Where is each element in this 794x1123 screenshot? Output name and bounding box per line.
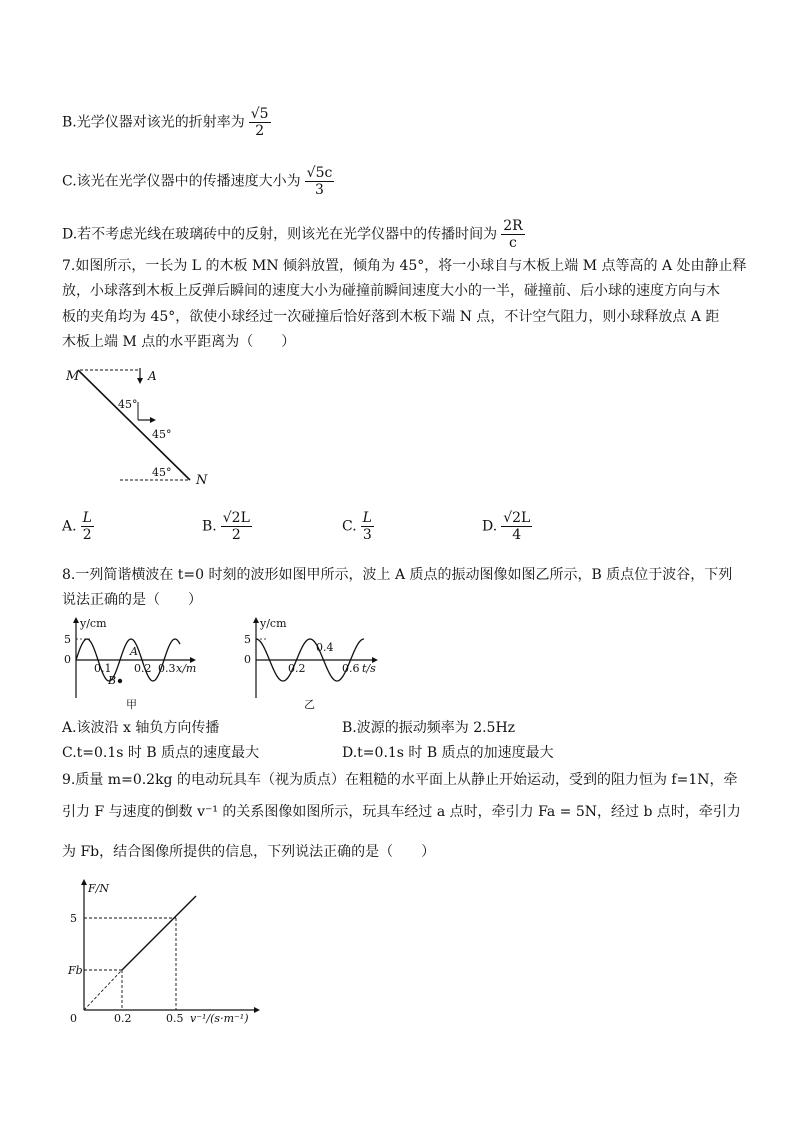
q7-d-numerator: √2L <box>503 510 531 526</box>
q7-arrow-head-down <box>137 378 143 384</box>
q9-line-1: 9.质量 m=0.2kg 的电动玩具车（视为质点）在粗糙的水平面上从静止开始运动，受到的阻力恒为 f=1N，牵 <box>62 772 738 788</box>
q8-line-2: 说法正确的是（ ） <box>62 592 202 608</box>
q7-option-d <box>482 510 532 543</box>
q7-option-d-fraction <box>501 510 532 543</box>
q8-jia-label-b: B <box>108 674 117 687</box>
q9-line-2: 引力 F 与速度的倒数 v⁻¹ 的关系图像如图所示，玩具车经过 a 点时，牵引力 Fa = 5N，经过 b 点时，牵引力 <box>62 804 741 820</box>
q9-yfb-label: Fb <box>68 964 83 977</box>
q9-y-arrow <box>81 879 87 885</box>
q7-option-c-fraction <box>361 510 374 543</box>
q7-label-a: A <box>148 369 157 383</box>
q6-option-d-text: D.若不考虑光线在玻璃砖中的反射，则该光在光学仪器中的传播时间为 <box>62 226 498 243</box>
q7-board-mn <box>78 370 190 480</box>
q7-angle-label-2: 45° <box>152 428 172 441</box>
q9-xlabel: v⁻¹/(s·m⁻¹) <box>190 1012 249 1025</box>
q8-jia-x3: 0.3 <box>158 662 176 675</box>
q6-c-numerator: √5c <box>306 165 333 181</box>
q6-option-c-text: C.该光在光学仪器中的传播速度大小为 <box>62 173 301 190</box>
q8-jia-caption: 甲 <box>126 698 137 711</box>
q7-option-a-fraction <box>81 510 94 543</box>
q7-option-c <box>342 510 374 543</box>
q7-line-2: 放，小球落到木板上反弹后瞬间的速度大小为碰撞前瞬间速度大小的一半，碰撞前、后小球的速度方向与木 <box>62 283 720 299</box>
q8-yi-ylabel: y/cm <box>260 617 287 630</box>
q6-option-d <box>62 218 525 251</box>
q6-option-c <box>62 165 334 198</box>
q7-option-b <box>202 510 252 543</box>
q7-a-denominator: 2 <box>82 527 92 543</box>
q6-option-c-fraction <box>305 165 335 198</box>
q8-yi-y5: 5 <box>244 633 251 646</box>
q9-graph-f-vs-inverse-v <box>60 876 270 1026</box>
q8-option-b: B.波源的振动频率为 2.5Hz <box>342 720 516 736</box>
q6-d-denominator: c <box>508 235 517 251</box>
q8-yi-tunit: t/s <box>362 662 376 675</box>
q8-yi-caption: 乙 <box>304 698 315 711</box>
q8-figure-jia <box>60 614 210 714</box>
q6-c-denominator: 3 <box>315 182 324 198</box>
q8-option-c: C.t=0.1s 时 B 质点的速度最大 <box>62 745 260 761</box>
q7-option-d-letter: D. <box>482 518 498 535</box>
q8-yi-t3: 0.6 <box>342 662 360 675</box>
q8-jia-y0: 0 <box>64 653 71 666</box>
q8-jia-ylabel: y/cm <box>80 617 107 630</box>
q6-option-d-fraction <box>501 218 524 251</box>
q7-b-denominator: 2 <box>231 527 241 543</box>
q9-force-line <box>122 896 196 970</box>
q8-jia-y-arrow <box>73 617 79 623</box>
q8-jia-xunit: x/m <box>176 662 197 675</box>
q7-figure-incline <box>60 362 220 492</box>
q9-x2-label: 0.5 <box>166 1012 184 1025</box>
q7-line-1: 7.如图所示，一长为 L 的木板 MN 倾斜放置，倾角为 45°，将一小球自与木板上端 M 点等高的 A 处由静止释 <box>62 258 747 274</box>
q8-option-a: A.该波沿 x 轴负方向传播 <box>62 720 220 736</box>
q7-arrow-head-right <box>150 417 156 423</box>
q7-label-n: N <box>196 473 208 488</box>
q7-d-denominator: 4 <box>512 527 522 543</box>
q7-c-numerator: L <box>362 510 372 526</box>
q7-label-m: M <box>66 369 80 384</box>
q7-a-numerator: L <box>82 510 92 526</box>
q9-origin-label: 0 <box>70 1012 77 1025</box>
q7-option-b-fraction <box>221 510 252 543</box>
q9-origin-extension <box>84 970 122 1010</box>
q9-ylabel: F/N <box>88 882 109 895</box>
q7-c-denominator: 3 <box>362 527 372 543</box>
q9-x-arrow <box>254 1007 260 1013</box>
q8-yi-y0: 0 <box>244 653 251 666</box>
q6-option-b-fraction <box>249 106 271 139</box>
q6-option-b-text: B.光学仪器对该光的折射率为 <box>62 114 245 131</box>
q7-angle-label-1: 45° <box>118 398 138 411</box>
q7-option-a <box>62 510 94 543</box>
q8-option-d: D.t=0.1s 时 B 质点的加速度最大 <box>342 745 554 761</box>
q9-line-3: 为 Fb，结合图像所提供的信息，下列说法正确的是（ ） <box>62 844 436 860</box>
q8-yi-t1: 0.2 <box>288 662 306 675</box>
q8-jia-x2: 0.2 <box>134 662 152 675</box>
q8-yi-y-arrow <box>253 617 259 623</box>
q6-b-denominator: 2 <box>255 123 265 139</box>
q7-option-c-letter: C. <box>342 518 357 535</box>
q9-x1-label: 0.2 <box>114 1012 132 1025</box>
q8-jia-point-b <box>118 679 122 683</box>
q6-d-numerator: 2R <box>503 218 523 234</box>
q8-jia-x1: 0.1 <box>94 662 112 675</box>
q7-line-4: 木板上端 M 点的水平距离为（ ） <box>62 334 296 350</box>
q9-y5-label: 5 <box>70 912 77 925</box>
q7-b-numerator: √2L <box>222 510 250 526</box>
q7-line-3: 板的夹角均为 45°，欲使小球经过一次碰撞后恰好落到木板下端 N 点，不计空气阻力，则小球释放点 A 距 <box>62 309 720 325</box>
q7-angle-label-3: 45° <box>152 466 172 479</box>
q6-b-numerator: √5 <box>250 106 269 122</box>
q8-jia-y5: 5 <box>64 633 71 646</box>
q8-jia-label-a: A <box>130 645 138 658</box>
q8-yi-t2: 0.4 <box>316 641 334 654</box>
q7-option-a-letter: A. <box>62 518 77 535</box>
q6-option-b <box>62 106 271 139</box>
q7-option-b-letter: B. <box>202 518 217 535</box>
q8-figure-yi <box>236 614 386 714</box>
q8-line-1: 8.一列简谐横波在 t=0 时刻的波形如图甲所示，波上 A 质点的振动图像如图乙所示，B 质点位于波谷，下列 <box>62 567 733 583</box>
